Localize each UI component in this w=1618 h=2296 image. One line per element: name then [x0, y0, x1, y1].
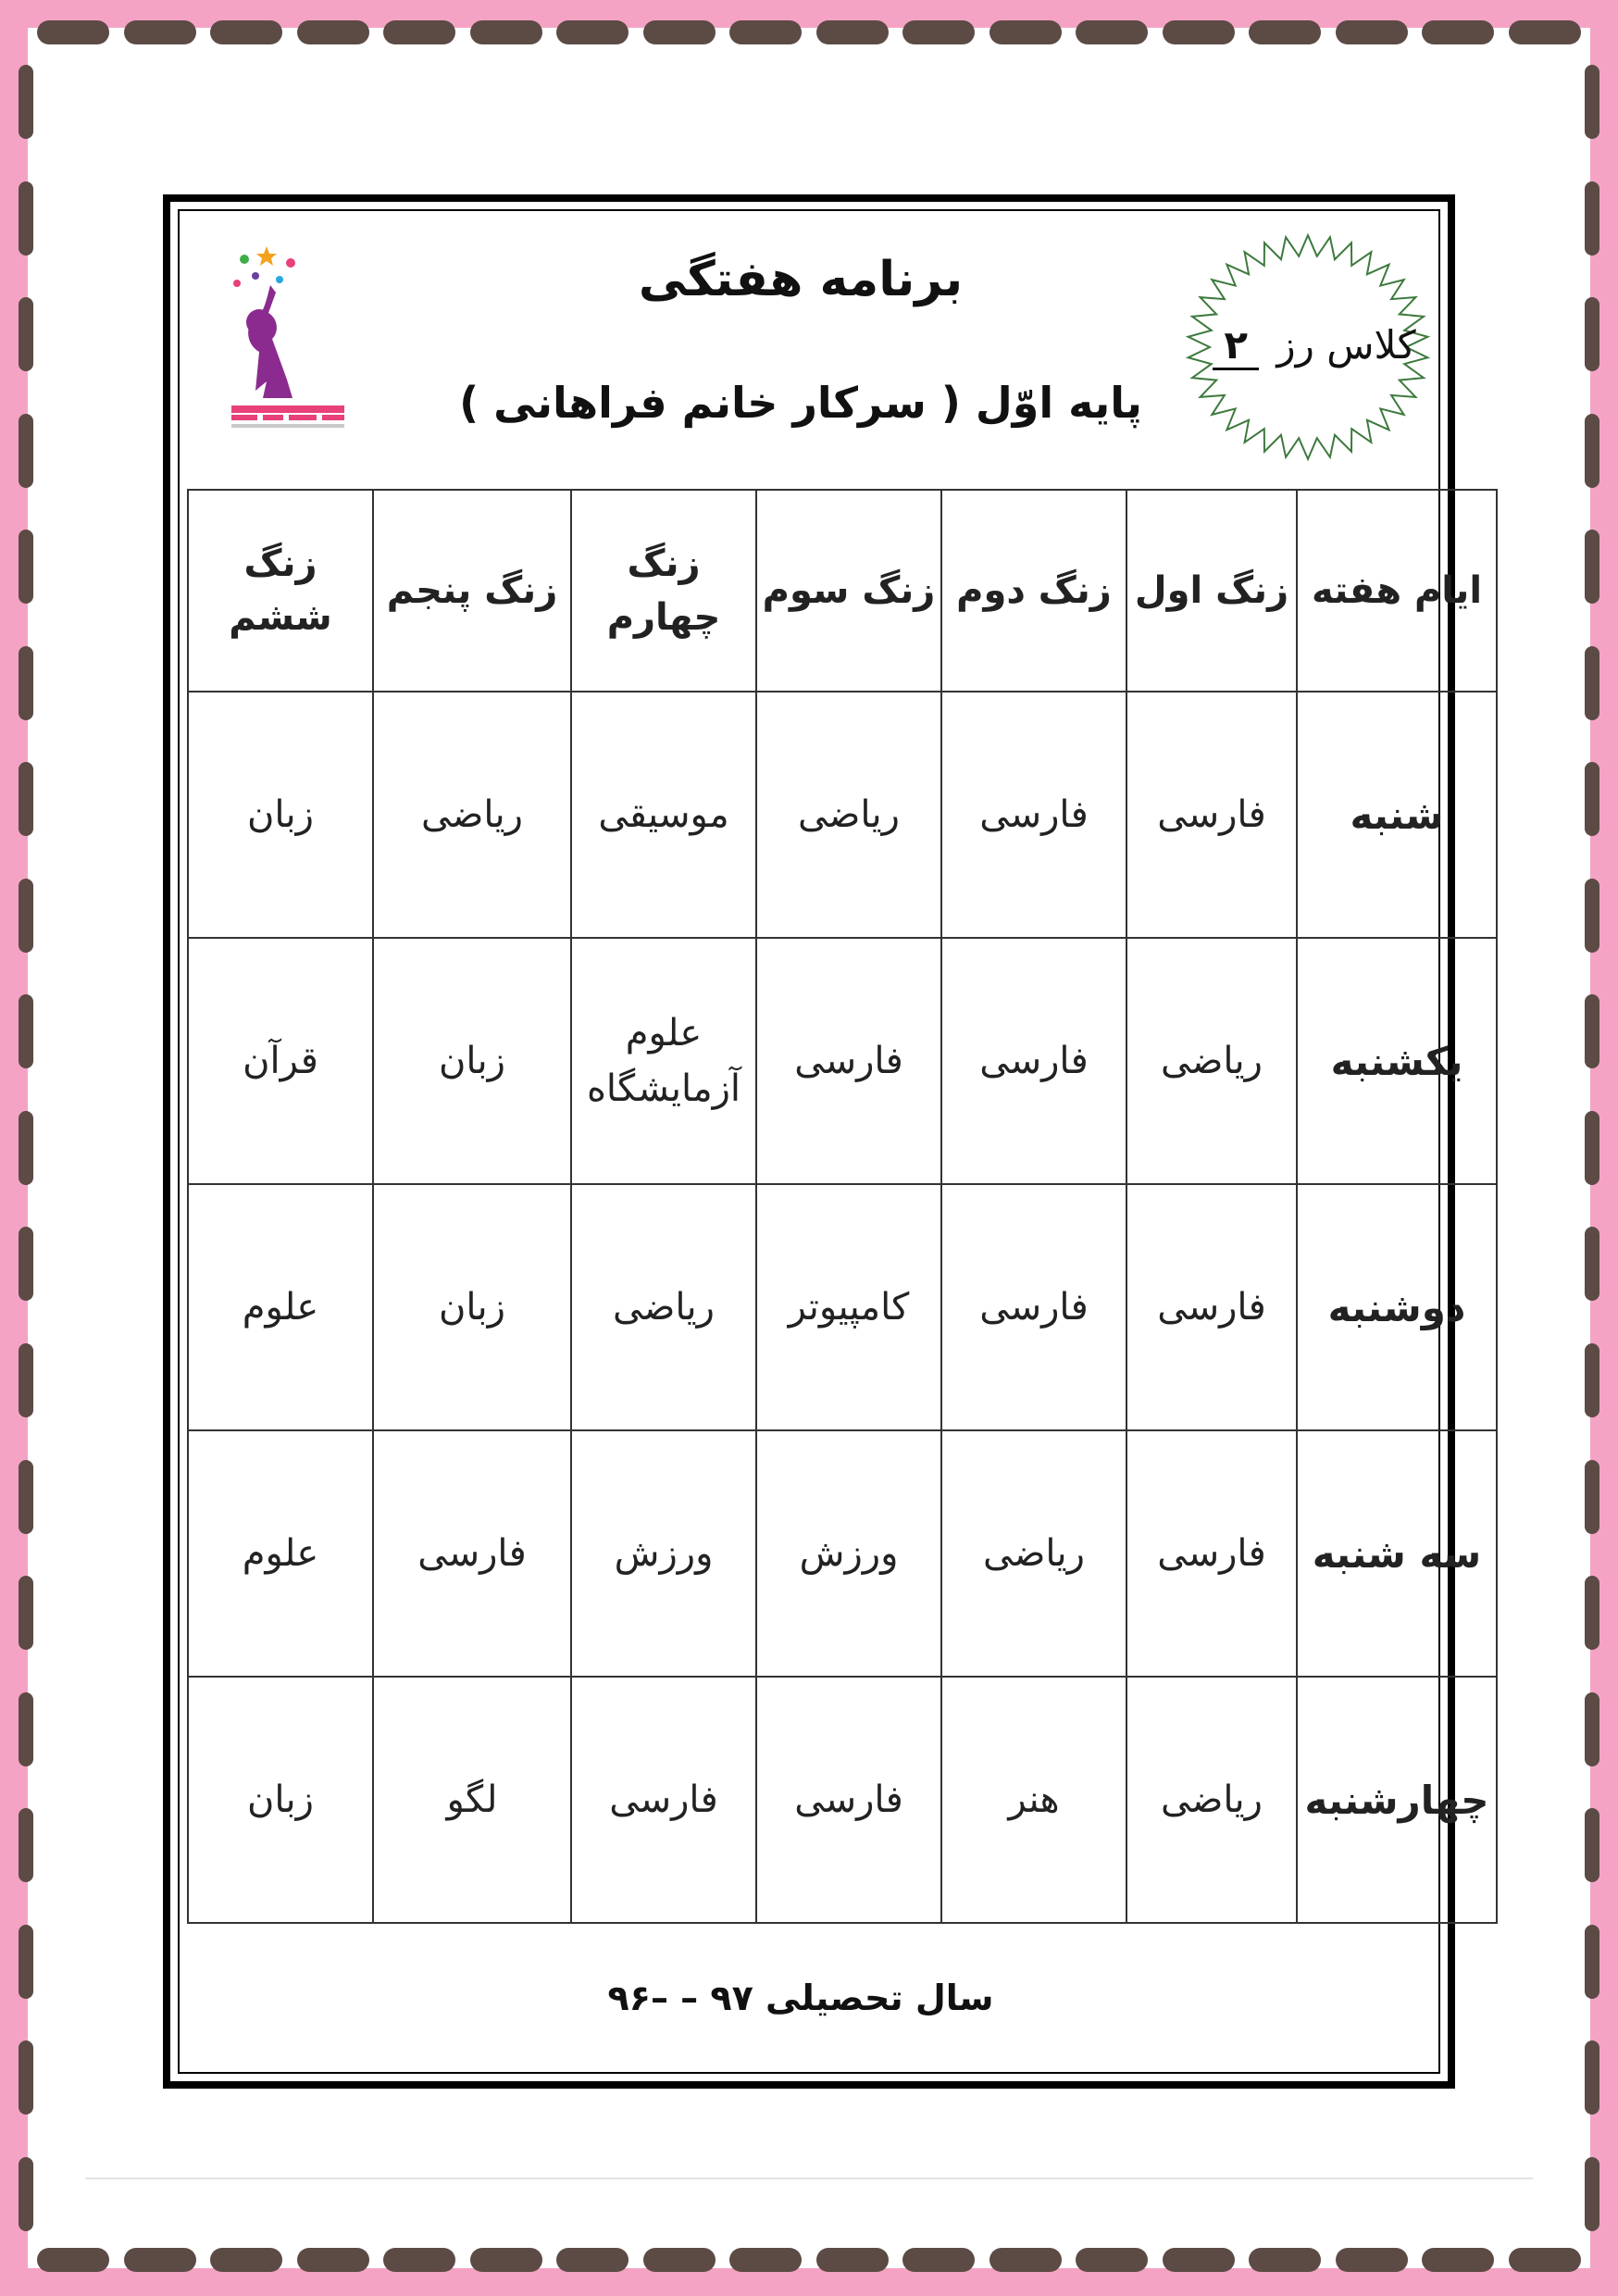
subject-cell: ریاضی: [1126, 1677, 1297, 1923]
border-dash: [1585, 1227, 1599, 1301]
border-dash: [1076, 2248, 1148, 2272]
border-dash: [19, 1576, 33, 1650]
border-dash: [19, 2157, 33, 2231]
border-dash: [19, 1460, 33, 1534]
border-dash: [729, 2248, 802, 2272]
border-dash: [1585, 646, 1599, 720]
border-dash: [1585, 1460, 1599, 1534]
subject-cell: فارسی: [941, 1184, 1126, 1430]
border-dash: [37, 20, 109, 44]
class-label: کلاس رز: [1276, 322, 1416, 368]
border-dash: [19, 994, 33, 1068]
border-dash: [816, 2248, 889, 2272]
subject-cell: فارسی: [941, 692, 1126, 938]
border-dash: [19, 530, 33, 604]
border-dash: [470, 20, 542, 44]
class-badge: [1203, 322, 1425, 370]
border-dash: [1585, 762, 1599, 836]
border-dash: [19, 879, 33, 953]
border-dash: [1585, 414, 1599, 488]
left-dashed-border: [19, 65, 33, 2231]
table-row: [188, 1677, 1497, 1923]
border-dash: [297, 20, 369, 44]
header-period-2: زنگ دوم: [941, 490, 1126, 692]
border-dash: [37, 2248, 109, 2272]
border-dash: [643, 2248, 716, 2272]
border-dash: [729, 20, 802, 44]
border-dash: [297, 2248, 369, 2272]
border-dash: [19, 2040, 33, 2115]
border-dash: [210, 2248, 282, 2272]
subject-cell: قرآن: [188, 938, 373, 1184]
border-dash: [1422, 2248, 1494, 2272]
border-dash: [1422, 20, 1494, 44]
border-dash: [1585, 1576, 1599, 1650]
border-dash: [19, 181, 33, 256]
border-dash: [1585, 530, 1599, 604]
logo-icon: [218, 243, 357, 439]
subject-cell: فارسی: [1126, 1184, 1297, 1430]
border-dash: [989, 20, 1062, 44]
border-dash: [19, 1925, 33, 1999]
border-dash: [124, 20, 196, 44]
border-dash: [1336, 20, 1408, 44]
border-dash: [19, 297, 33, 371]
page-title: برنامه هفتگی: [638, 252, 964, 307]
border-dash: [383, 20, 455, 44]
border-dash: [1585, 297, 1599, 371]
border-dash: [19, 65, 33, 139]
subject-cell: ریاضی: [571, 1184, 756, 1430]
border-dash: [19, 1227, 33, 1301]
subject-cell: زبان: [373, 1184, 571, 1430]
border-dash: [19, 1692, 33, 1766]
subject-cell: علوم آزمایشگاه: [571, 938, 756, 1184]
border-dash: [383, 2248, 455, 2272]
footer-divider: [85, 2177, 1533, 2179]
border-dash: [1336, 2248, 1408, 2272]
subject-cell: زبان: [188, 1677, 373, 1923]
border-dash: [816, 20, 889, 44]
border-dash: [556, 20, 629, 44]
header-period-6: زنگ ششم: [188, 490, 373, 692]
border-dash: [19, 1111, 33, 1185]
border-dash: [124, 2248, 196, 2272]
class-number: ۲: [1213, 322, 1259, 370]
border-dash: [902, 20, 975, 44]
border-dash: [1249, 2248, 1321, 2272]
table-row: [188, 1184, 1497, 1430]
day-cell: دوشنبه: [1297, 1184, 1497, 1430]
header-period-1: زنگ اول: [1126, 490, 1297, 692]
border-dash: [1509, 20, 1581, 44]
border-dash: [470, 2248, 542, 2272]
border-dash: [1249, 20, 1321, 44]
border-dash: [1076, 20, 1148, 44]
border-dash: [1509, 2248, 1581, 2272]
border-dash: [1585, 1925, 1599, 1999]
border-dash: [643, 20, 716, 44]
border-dash: [1585, 1111, 1599, 1185]
border-dash: [1585, 65, 1599, 139]
border-dash: [902, 2248, 975, 2272]
subject-cell: موسیقی: [571, 692, 756, 938]
subject-cell: ریاضی: [373, 692, 571, 938]
table-header-row: [188, 490, 1497, 692]
border-dash: [1585, 1692, 1599, 1766]
day-cell: سه شنبه: [1297, 1430, 1497, 1677]
header-period-3: زنگ سوم: [756, 490, 941, 692]
border-dash: [1585, 2157, 1599, 2231]
subject-cell: کامپیوتر: [756, 1184, 941, 1430]
table-row: [188, 1430, 1497, 1677]
page-subtitle: پایه اوّل ( سرکار خانم فراهانی ): [459, 378, 1142, 428]
border-dash: [1163, 2248, 1235, 2272]
border-dash: [989, 2248, 1062, 2272]
subject-cell: ریاضی: [756, 692, 941, 938]
border-dash: [210, 20, 282, 44]
border-dash: [19, 414, 33, 488]
day-cell: یکشنبه: [1297, 938, 1497, 1184]
subject-cell: علوم: [188, 1184, 373, 1430]
subject-cell: فارسی: [756, 938, 941, 1184]
subject-cell: هنر: [941, 1677, 1126, 1923]
header-weekday: ایام هفته: [1297, 490, 1497, 692]
border-dash: [1585, 181, 1599, 256]
subject-cell: فارسی: [1126, 692, 1297, 938]
subject-cell: فارسی: [373, 1430, 571, 1677]
border-dash: [1585, 2040, 1599, 2115]
subject-cell: ورزش: [571, 1430, 756, 1677]
subject-cell: فارسی: [1126, 1430, 1297, 1677]
subject-cell: ورزش: [756, 1430, 941, 1677]
border-dash: [19, 1808, 33, 1882]
right-dashed-border: [1585, 65, 1599, 2231]
subject-cell: علوم: [188, 1430, 373, 1677]
border-dash: [556, 2248, 629, 2272]
top-dashed-border: [37, 20, 1581, 48]
border-dash: [19, 1343, 33, 1417]
day-cell: چهارشنبه: [1297, 1677, 1497, 1923]
border-dash: [19, 762, 33, 836]
border-dash: [1163, 20, 1235, 44]
subject-cell: لگو: [373, 1677, 571, 1923]
border-dash: [1585, 1343, 1599, 1417]
header-period-4: زنگ چهارم: [571, 490, 756, 692]
subject-cell: فارسی: [941, 938, 1126, 1184]
subject-cell: ریاضی: [1126, 938, 1297, 1184]
subject-cell: ریاضی: [941, 1430, 1126, 1677]
border-dash: [19, 646, 33, 720]
subject-cell: فارسی: [571, 1677, 756, 1923]
weekly-schedule-table: [187, 489, 1498, 1924]
bottom-dashed-border: [37, 2248, 1581, 2276]
subject-cell: فارسی: [756, 1677, 941, 1923]
table-row: [188, 938, 1497, 1184]
header-period-5: زنگ پنجم: [373, 490, 571, 692]
day-cell: شنبه: [1297, 692, 1497, 938]
academic-year: سال تحصیلی ۹۷ – –۹۶: [607, 1978, 994, 2018]
border-dash: [1585, 994, 1599, 1068]
subject-cell: زبان: [188, 692, 373, 938]
subject-cell: زبان: [373, 938, 571, 1184]
border-dash: [1585, 1808, 1599, 1882]
border-dash: [1585, 879, 1599, 953]
table-row: [188, 692, 1497, 938]
